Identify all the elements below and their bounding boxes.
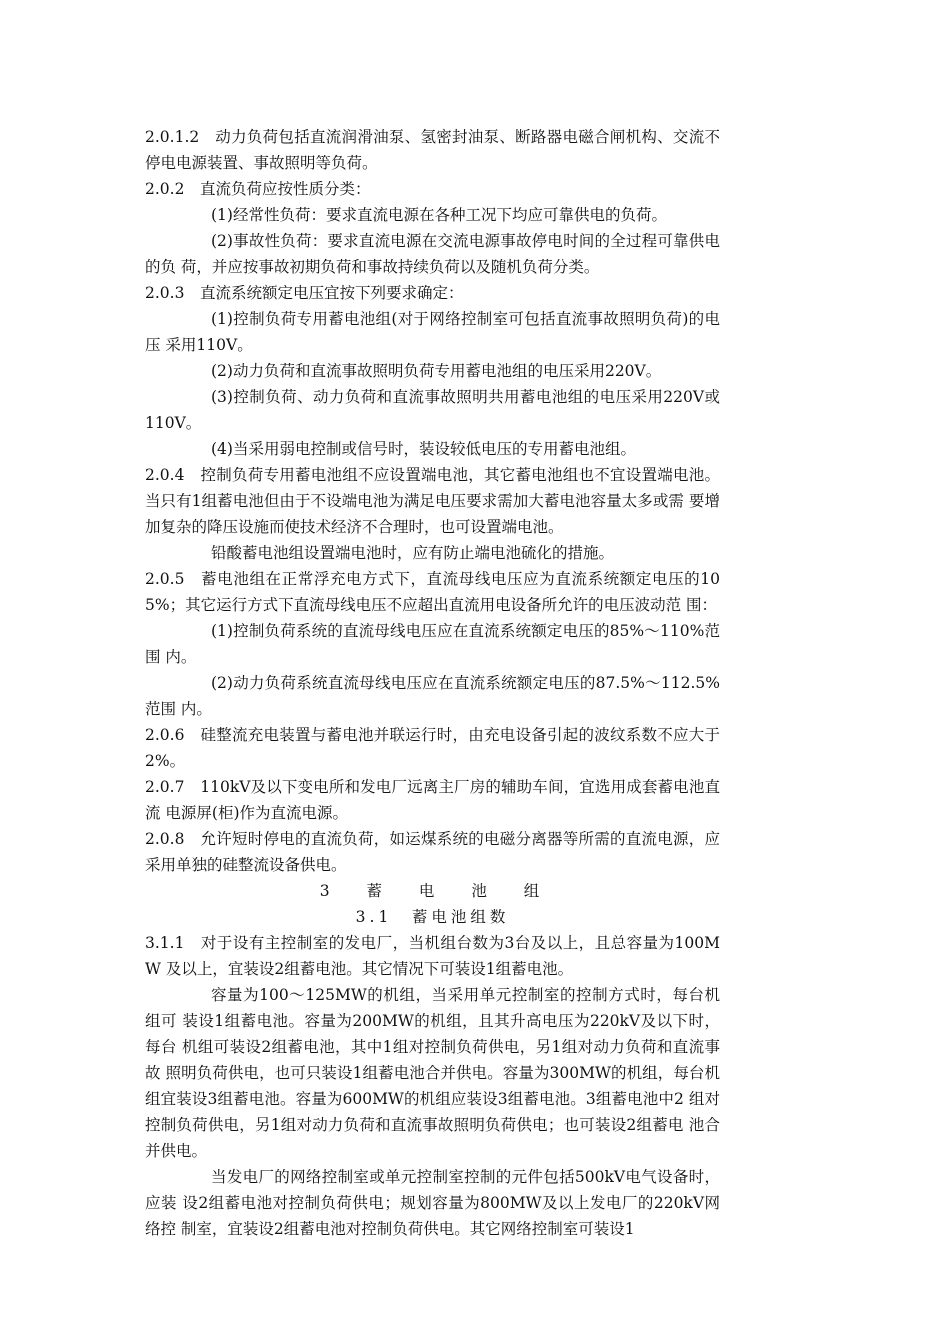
clause-2-0-3-item-2: (2)动力负荷和直流事故照明负荷专用蓄电池组的电压采用220V。 <box>211 362 662 380</box>
clause-3-1-1-para-3: 当发电厂的网络控制室或单元控制室控制的元件包括500kV电气设备时，应装 设2组蓄电池对控制负荷供电；规划容量为800MW及以上发电厂的220kV网络控 制室，宜装设2组蓄电池对控制负荷供电。其它网络控制室可装设1 <box>145 1168 720 1238</box>
clause-2-0-6: 2.0.6 硅整流充电装置与蓄电池并联运行时，由充电设备引起的波纹系数不应大于 2%。 <box>145 726 720 770</box>
clause-2-0-2: 2.0.2 直流负荷应按性质分类： <box>145 180 371 198</box>
chapter-title: 3 蓄 电 池 组 <box>319 882 556 900</box>
clause-2-0-1-2: 2.0.1.2 动力负荷包括直流润滑油泵、氢密封油泵、断路器电磁合闸机构、交流不 停电电源装置、事故照明等负荷。 <box>145 128 720 172</box>
section-title: 3.1 蓄电池组数 <box>355 908 510 926</box>
clause-2-0-3: 2.0.3 直流系统额定电压宜按下列要求确定： <box>145 284 464 302</box>
clause-2-0-3-item-3: (3)控制负荷、动力负荷和直流事故照明共用蓄电池组的电压采用220V或 110V。 <box>145 388 720 432</box>
clause-2-0-2-item-2: (2)事故性负荷：要求直流电源在交流电源事故停电时间的全过程可靠供电的负 荷，并应按事故初期负荷和事故持续负荷以及随机负荷分类。 <box>145 232 720 276</box>
clause-2-0-3-item-1: (1)控制负荷专用蓄电池组(对于网络控制室可包括直流事故照明负荷)的电压 采用110V。 <box>145 310 720 354</box>
clause-2-0-7: 2.0.7 110kV及以下变电所和发电厂远离主厂房的辅助车间，宜选用成套蓄电池直流 电源屏(柜)作为直流电源。 <box>145 778 720 822</box>
clause-2-0-4: 2.0.4 控制负荷专用蓄电池组不应设置端电池，其它蓄电池组也不宜设置端电池。 当只有1组蓄电池但由于不设端电池为满足电压要求需加大蓄电池容量太多或需 要增加复杂的降压设施而使技术经济不合理时，也可设置端电池。 <box>145 466 720 536</box>
clause-3-1-1: 3.1.1 对于设有主控制室的发电厂，当机组台数为3台及以上，且总容量为100MW 及以上，宜装设2组蓄电池。其它情况下可装设1组蓄电池。 <box>145 934 720 978</box>
clause-3-1-1-para-2: 容量为100～125MW的机组，当采用单元控制室的控制方式时，每台机组可 装设1组蓄电池。容量为200MW的机组，且其升高电压为220kV及以下时，每台 机组可装设2组蓄电池，其中1组对控制负荷供电，另1组对动力负荷和直流事故 照明负荷供电，也可只装设1组蓄电池合并供电。容量为300MW的机组，每台机 组宜装设3组蓄电池。容量为600MW的机组应装设3组蓄电池。3组蓄电池中2 组对控制负荷供电，另1组对动力负荷和直流事故照明负荷供电；也可装设2组蓄电 池合并供电。 <box>145 986 720 1160</box>
clause-2-0-3-item-4: (4)当采用弱电控制或信号时，装设较低电压的专用蓄电池组。 <box>211 440 636 458</box>
clause-2-0-5-item-2: (2)动力负荷系统直流母线电压应在直流系统额定电压的87.5%～112.5%范围 内。 <box>145 674 720 718</box>
clause-2-0-2-item-1: (1)经常性负荷：要求直流电源在各种工况下均应可靠供电的负荷。 <box>211 206 667 224</box>
clause-2-0-8: 2.0.8 允许短时停电的直流负荷，如运煤系统的电磁分离器等所需的直流电源，应 采用单独的硅整流设备供电。 <box>145 830 720 874</box>
clause-2-0-5-item-1: (1)控制负荷系统的直流母线电压应在直流系统额定电压的85%～110%范围 内。 <box>145 622 720 666</box>
document-page <box>145 124 720 1242</box>
clause-2-0-5: 2.0.5 蓄电池组在正常浮充电方式下，直流母线电压应为直流系统额定电压的105%；其它运行方式下直流母线电压不应超出直流用电设备所允许的电压波动范 围： <box>145 570 720 614</box>
clause-2-0-4-note: 铅酸蓄电池组设置端电池时，应有防止端电池硫化的措施。 <box>211 544 615 562</box>
